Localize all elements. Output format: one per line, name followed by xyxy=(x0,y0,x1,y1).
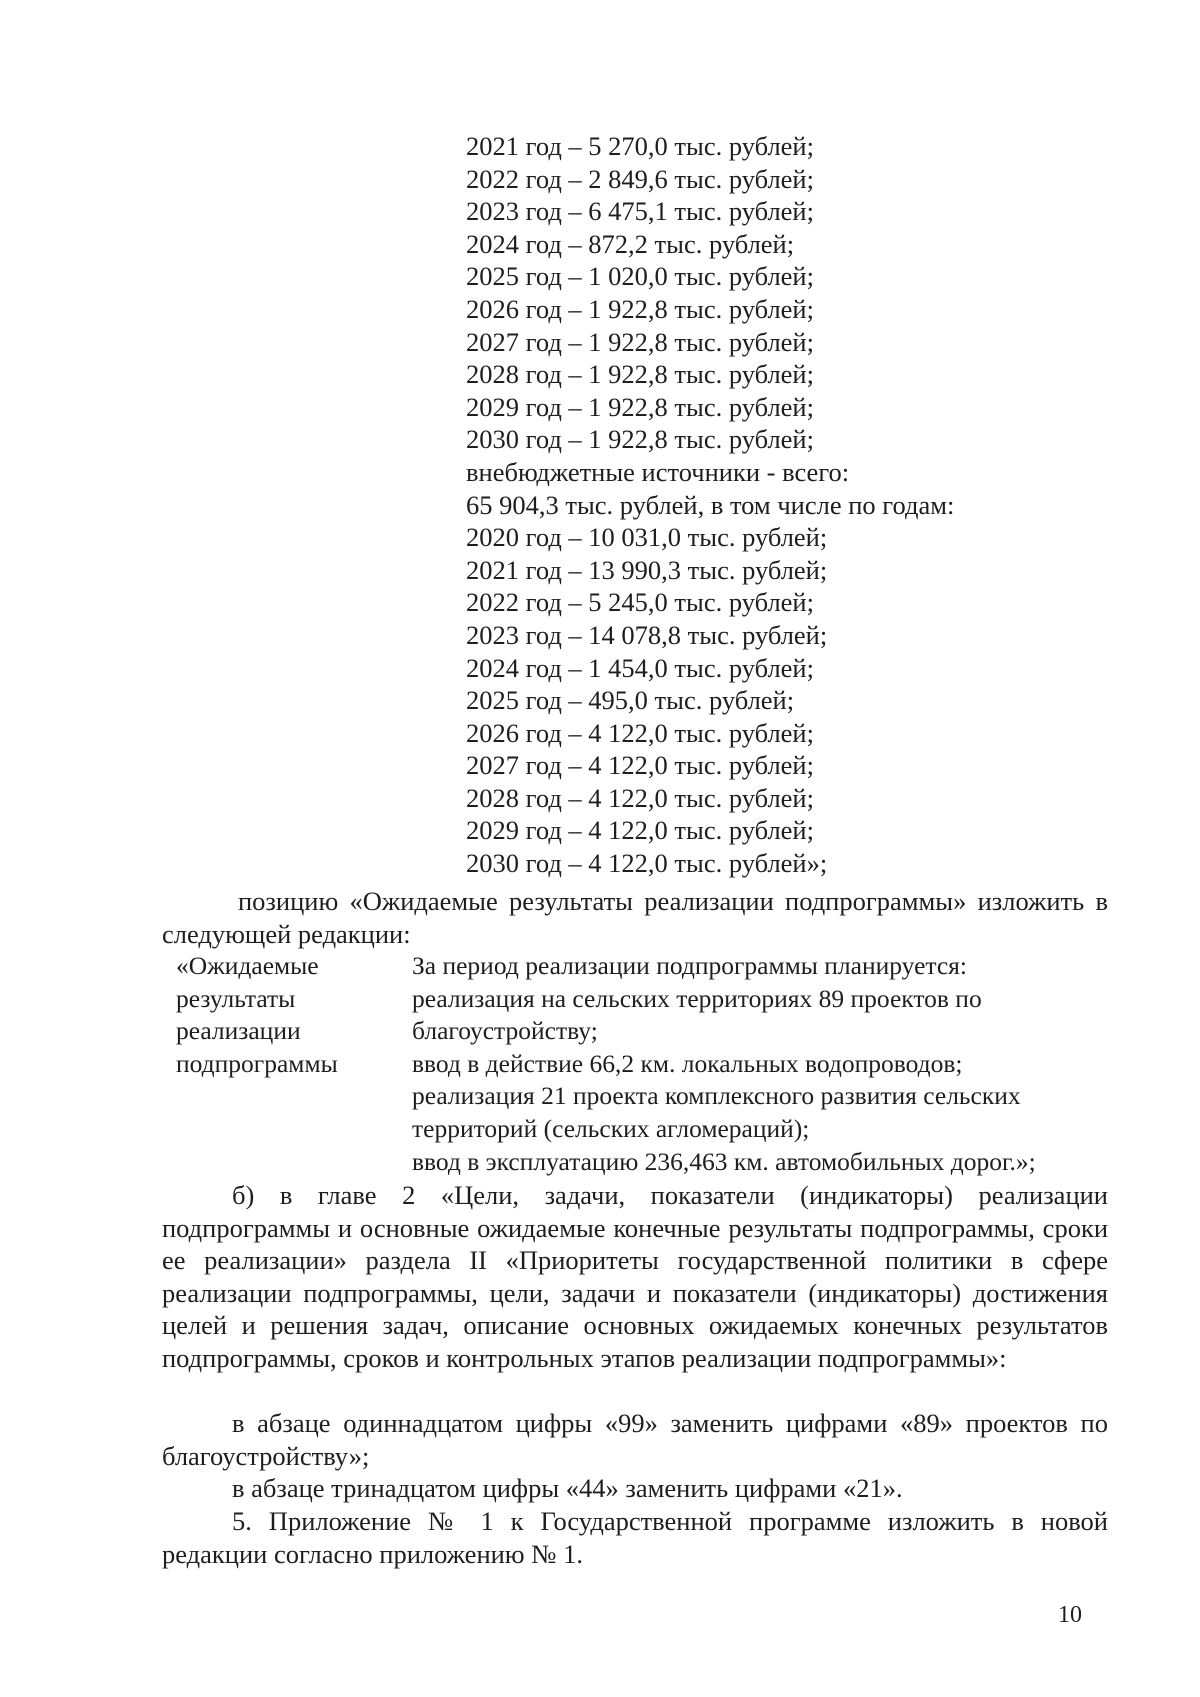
table-label-line: «Ожидаемые xyxy=(176,951,319,980)
budget-line: 2027 год – 4 122,0 тыс. рублей; xyxy=(466,750,814,781)
table-content-line: За период реализации подпрограммы планируется: xyxy=(412,951,967,980)
budget-line: 2020 год – 10 031,0 тыс. рублей; xyxy=(466,522,828,553)
table-label-line: результаты xyxy=(176,983,296,1013)
budget-line: 2028 год – 1 922,8 тыс. рублей; xyxy=(466,359,814,390)
budget-line: 2027 год – 1 922,8 тыс. рублей; xyxy=(466,326,814,357)
budget-year-list xyxy=(466,130,1026,880)
table-content-line: ввод в действие 66,2 км. локальных водопроводов; xyxy=(412,1048,963,1078)
budget-line: 2022 год – 2 849,6 тыс. рублей; xyxy=(466,163,814,194)
intro-paragraph: позицию «Ожидаемые результаты реализации подпрограммы» изложить в следующей редакции: xyxy=(162,886,1108,949)
budget-line: 2030 год – 4 122,0 тыс. рублей»; xyxy=(466,848,828,879)
budget-line: 2026 год – 4 122,0 тыс. рублей; xyxy=(466,717,814,748)
budget-line: 2025 год – 495,0 тыс. рублей; xyxy=(466,685,795,716)
budget-line: 2023 год – 6 475,1 тыс. рублей; xyxy=(466,196,814,227)
paragraph-b: б) в главе 2 «Цели, задачи, показатели (индикаторы) реализации подпрограммы и основные ожидаемые конечные результаты подпрограммы, сроки ее реализации» раздела II «Приоритеты государственной политики в сфере реализации подпрограммы, цели, задачи и показатели (индикаторы) достижения целей и решения задач, описание основных ожидаемых конечных результатов подпрограммы, сроков и контрольных этапов реализации подпрограммы»: xyxy=(162,1180,1108,1373)
table-content-line: ввод в эксплуатацию 236,463 км. автомобильных дорог.»; xyxy=(412,1146,1036,1176)
budget-line: внебюджетные источники - всего: xyxy=(466,456,850,487)
budget-line: 2029 год – 4 122,0 тыс. рублей; xyxy=(466,815,814,846)
budget-line: 2024 год – 1 454,0 тыс. рублей; xyxy=(466,652,814,683)
budget-line: 2026 год – 1 922,8 тыс. рублей; xyxy=(466,293,814,324)
table-content-line: благоустройству; xyxy=(412,1016,598,1046)
budget-line: 2028 год – 4 122,0 тыс. рублей; xyxy=(466,782,814,813)
table-label-line: подпрограммы xyxy=(176,1048,338,1078)
budget-line: 2030 год – 1 922,8 тыс. рублей; xyxy=(466,424,814,455)
page-number: 10 xyxy=(1058,1602,1082,1628)
table-label-line: реализации xyxy=(176,1016,301,1046)
table-content-line: территорий (сельских агломераций); xyxy=(412,1113,810,1143)
budget-line: 2024 год – 872,2 тыс. рублей; xyxy=(466,228,795,259)
budget-line: 2021 год – 13 990,3 тыс. рублей; xyxy=(466,554,828,585)
paragraph-eleventh: в абзаце одиннадцатом цифры «99» заменить цифрами «89» проектов по благоустройству»; xyxy=(162,1408,1108,1471)
paragraph-5: 5. Приложение № 1 к Государственной программе изложить в новой редакции согласно приложению № 1. xyxy=(162,1506,1108,1569)
table-content-line: реализация на сельских территориях 89 проектов по xyxy=(412,983,982,1013)
paragraph-thirteenth: в абзаце тринадцатом цифры «44» заменить цифрами «21». xyxy=(232,1473,903,1503)
budget-line: 2023 год – 14 078,8 тыс. рублей; xyxy=(466,619,828,650)
expected-results-label-cell xyxy=(176,950,396,1080)
budget-line: 65 904,3 тыс. рублей, в том числе по годам: xyxy=(466,489,955,520)
budget-line: 2021 год – 5 270,0 тыс. рублей; xyxy=(466,131,814,161)
table-content-line: реализация 21 проекта комплексного развития сельских xyxy=(412,1081,1021,1111)
budget-line: 2022 год – 5 245,0 тыс. рублей; xyxy=(466,587,814,618)
expected-results-content-cell xyxy=(412,950,1112,1178)
budget-line: 2025 год – 1 020,0 тыс. рублей; xyxy=(466,261,814,292)
budget-line: 2029 год – 1 922,8 тыс. рублей; xyxy=(466,391,814,422)
